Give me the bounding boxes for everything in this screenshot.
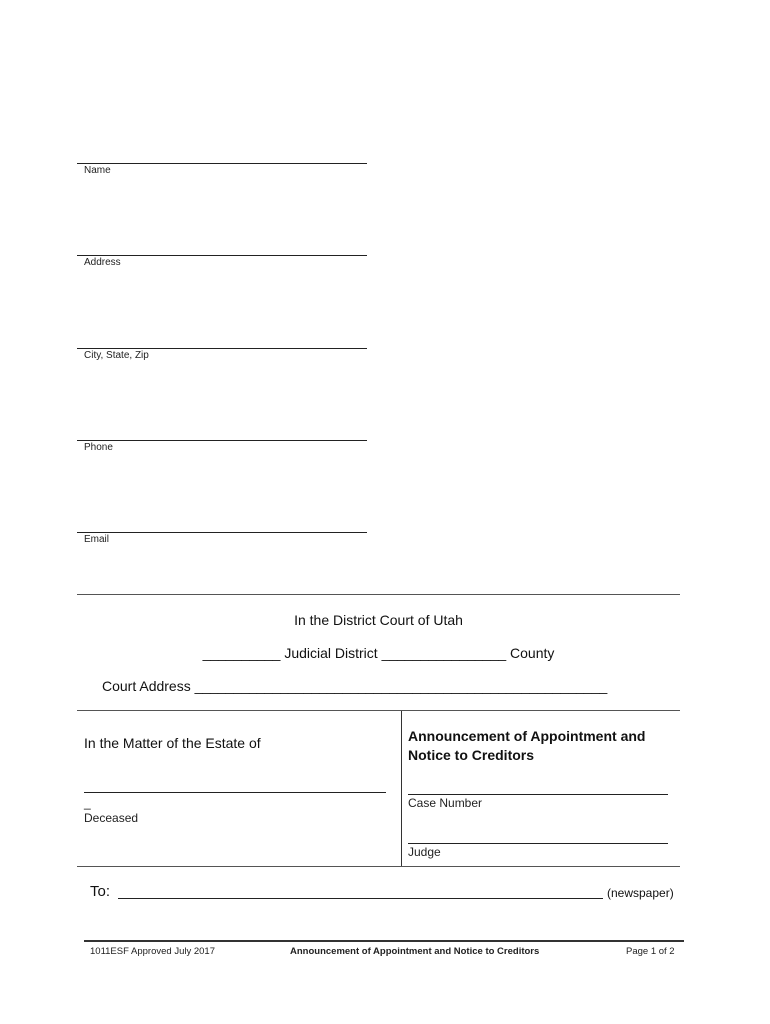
phone-line[interactable] (77, 440, 367, 441)
newspaper-suffix: (newspaper) (607, 886, 674, 900)
caption-divider (401, 711, 402, 866)
case-number-line[interactable] (408, 794, 668, 795)
court-top-rule (77, 594, 680, 595)
name-line[interactable] (77, 163, 367, 164)
deceased-label: Deceased (84, 811, 139, 825)
email-label: Email (84, 534, 110, 545)
court-address-line[interactable]: Court Address _____________________________________________________ (102, 678, 608, 694)
footer-form-id: 1011ESF Approved July 2017 (90, 946, 215, 957)
email-line[interactable] (77, 532, 367, 533)
document-title: Announcement of Appointment and Notice to Creditors (408, 728, 646, 763)
address-label: Address (84, 257, 121, 268)
footer-rule (84, 940, 684, 942)
address-line[interactable] (77, 255, 367, 256)
caption-top-rule (77, 710, 680, 711)
decedent-dash: _ (84, 796, 91, 810)
city-state-zip-line[interactable] (77, 348, 367, 349)
name-label: Name (84, 165, 111, 176)
judge-line[interactable] (408, 843, 668, 844)
case-number-label: Case Number (408, 796, 483, 810)
decedent-name-line[interactable] (84, 792, 386, 793)
phone-label: Phone (84, 442, 113, 453)
footer-page-number: Page 1 of 2 (626, 946, 675, 957)
court-title: In the District Court of Utah (294, 612, 463, 628)
caption-bottom-rule (77, 866, 680, 867)
district-county-line[interactable]: __________ Judicial District ________________ County (202, 645, 555, 661)
to-label: To: (90, 883, 111, 900)
newspaper-line[interactable] (118, 898, 603, 899)
judge-label: Judge (408, 845, 441, 859)
estate-matter-label: In the Matter of the Estate of (84, 735, 261, 751)
city-state-zip-label: City, State, Zip (84, 350, 149, 361)
footer-title: Announcement of Appointment and Notice to Creditors (290, 946, 540, 957)
